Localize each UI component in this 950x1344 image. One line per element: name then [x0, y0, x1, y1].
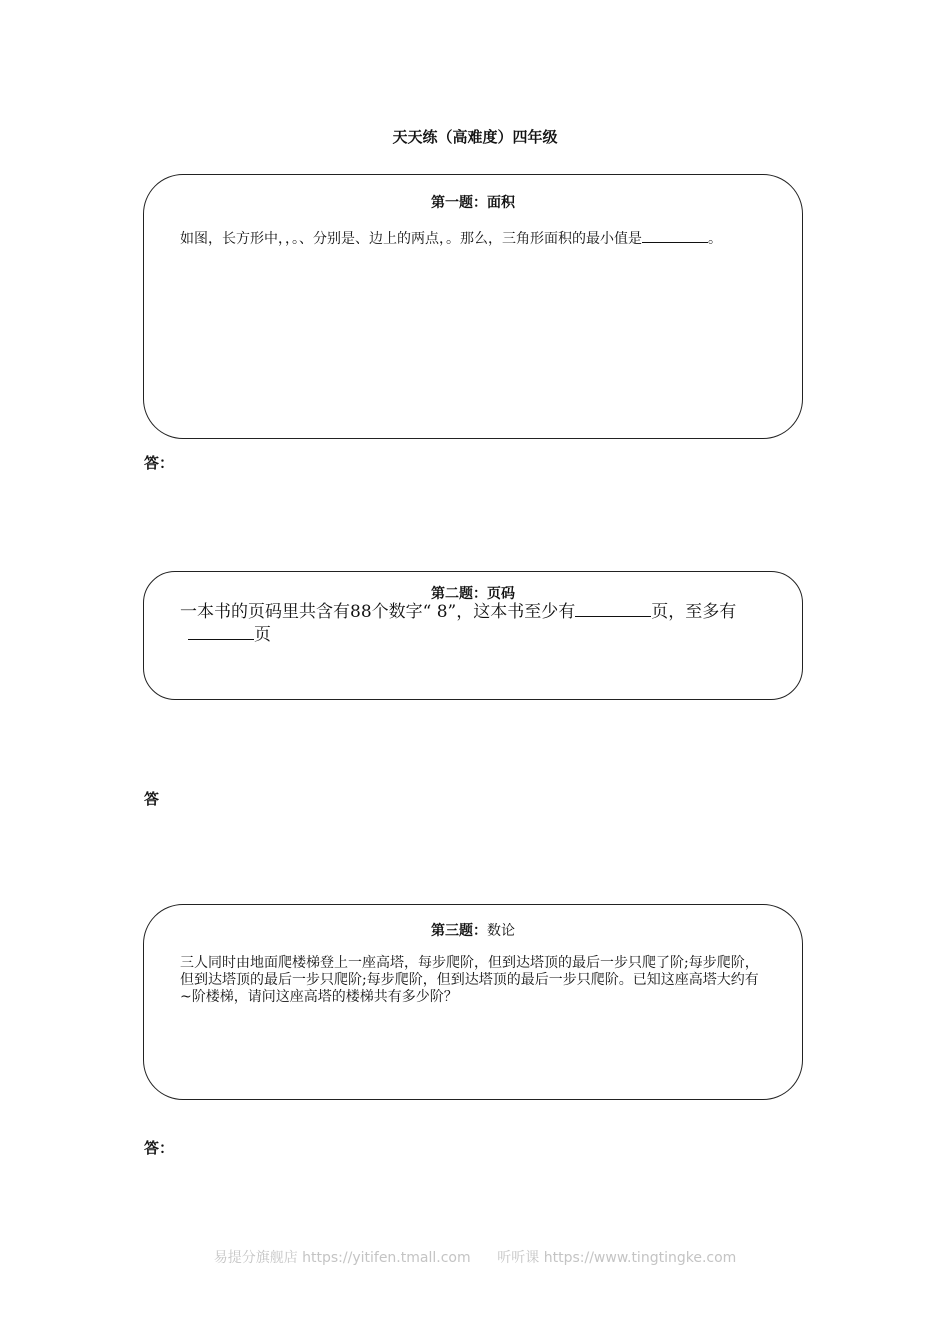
question-1-number: 第一题： — [431, 195, 487, 211]
question-1-text-before: 如图，长方形中，，。、分别是、边上的两点，。那么，三角形面积的最小值是 — [180, 231, 642, 247]
question-2-text-part1: 一本书的页码里共含有88个数字“ 8”，这本书至少有 — [180, 602, 576, 622]
question-2-topic: 页码 — [487, 586, 515, 602]
question-1-box — [143, 174, 803, 439]
footer-watermark: 易提分旗舰店 https://yitifen.tmall.com 听听课 https://www.tingtingke.com — [213, 1250, 737, 1266]
answer-label-3: 答： — [144, 1139, 175, 1157]
answer-blank-min[interactable] — [575, 600, 651, 617]
answer-blank[interactable] — [642, 228, 708, 243]
question-3-topic: 数论 — [487, 923, 515, 939]
answer-label-1: 答： — [144, 454, 175, 472]
question-3-number: 第三题： — [431, 923, 487, 939]
question-3-box — [143, 904, 803, 1100]
question-2-text — [180, 600, 768, 646]
answer-blank-max[interactable] — [188, 623, 254, 640]
question-1-heading — [144, 192, 802, 212]
page-title: 天天练（高难度）四年级 — [392, 128, 558, 146]
question-3-text: 三人同时由地面爬楼梯登上一座高塔，每步爬阶，但到达塔顶的最后一步只爬了阶;每步爬阶，但到达塔顶的最后一步只爬阶;每步爬阶，但到达塔顶的最后一步只爬阶。已知这座高塔大约有~阶楼梯，请问这座高塔的楼梯共有多少阶？ — [180, 955, 759, 1005]
question-2-number: 第二题： — [431, 586, 487, 602]
question-3-heading — [144, 920, 802, 940]
question-2-text-part3: 页 — [254, 625, 271, 645]
question-2-box — [143, 571, 803, 700]
question-2-text-part2: 页，至多有 — [651, 602, 737, 622]
question-1-text — [180, 228, 768, 249]
answer-label-2: 答 — [144, 790, 160, 808]
question-1-topic: 面积 — [487, 195, 515, 211]
question-1-text-after: 。 — [708, 231, 722, 247]
